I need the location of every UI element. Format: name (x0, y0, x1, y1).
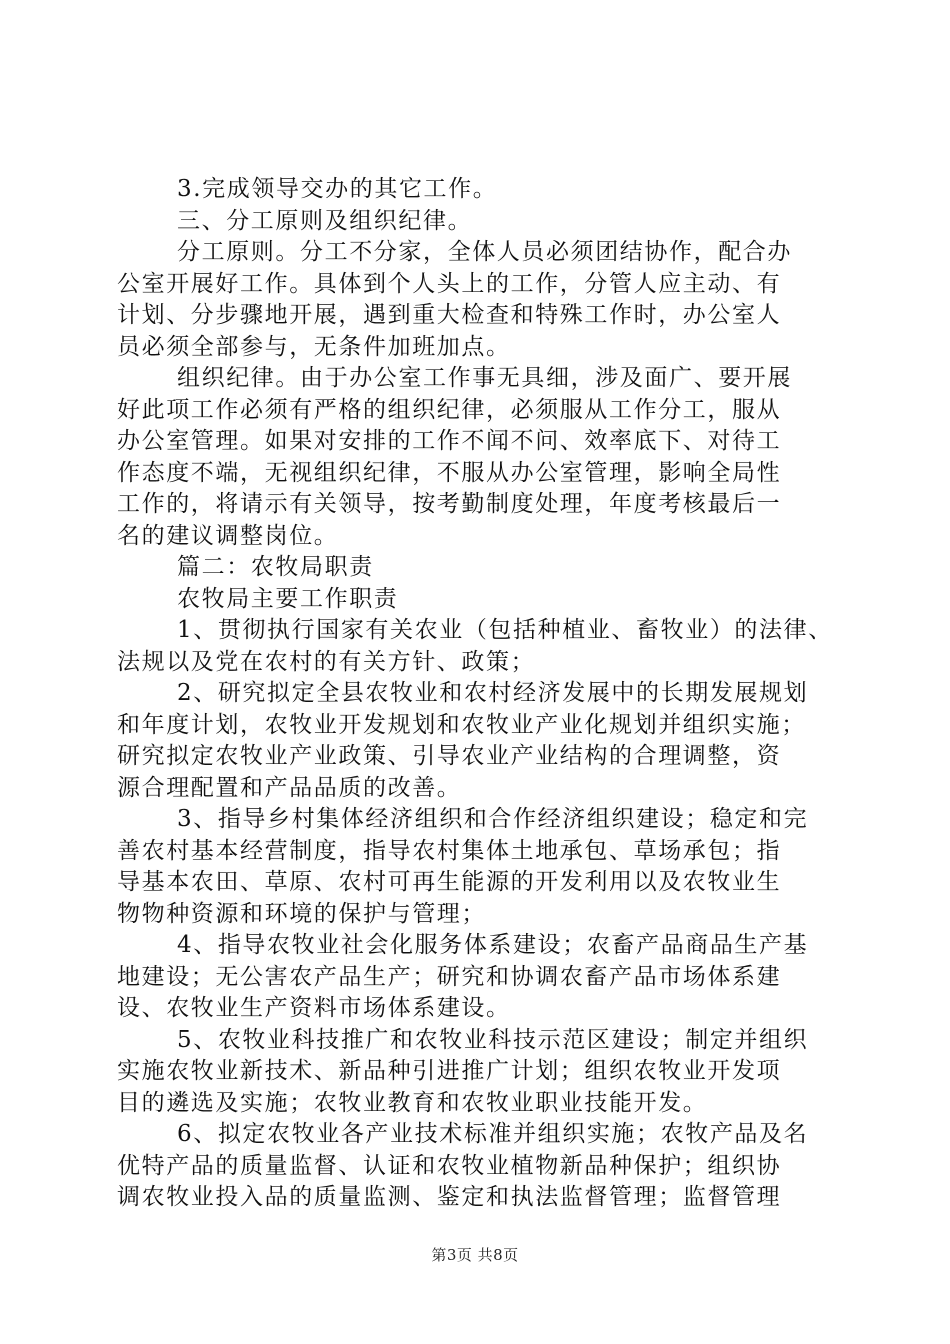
document-body (117, 174, 835, 1214)
text-line-31: 6、拟定农牧业各产业技术标准并组织实施；农牧产品及名 (177, 1121, 809, 1147)
text-line-4: 公室开展好工作。具体到个人头上的工作，分管人应主动、有 (117, 270, 782, 297)
text-line-1: 3.完成领导交办的其它工作。 (177, 176, 498, 202)
text-line-7: 组织纪律。由于办公室工作事无具细，涉及面广、要开展 (177, 365, 792, 391)
text-line-32: 优特产品的质量监督、认证和农牧业植物新品种保护；组织协 (117, 1152, 782, 1179)
text-line-33: 调农牧业投入品的质量监测、鉴定和执法监督管理；监督管理 (117, 1184, 782, 1210)
text-line-29: 实施农牧业新技术、新品种引进推广计划；组织农牧业开发项 (117, 1058, 782, 1084)
text-line-12: 名的建议调整岗位。 (117, 522, 339, 549)
text-line-27: 设、农牧业生产资料市场体系建设。 (117, 995, 511, 1021)
text-line-21: 3、指导乡村集体经济组织和合作经济组织建设；稳定和完 (177, 806, 809, 832)
text-line-23: 导基本农田、草原、农村可再生能源的开发利用以及农牧业生 (117, 869, 782, 895)
text-line-9: 办公室管理。如果对安排的工作不闻不问、效率底下、对待工 (117, 428, 782, 454)
text-line-11: 工作的，将请示有关领导，按考勤制度处理，年度考核最后一 (117, 491, 782, 517)
text-line-19: 研究拟定农牧业产业政策、引导农业产业结构的合理调整，资 (117, 743, 782, 769)
text-line-22: 善农村基本经营制度，指导农村集体土地承包、草场承包；指 (117, 837, 782, 864)
text-line-20: 源合理配置和产品品质的改善。 (117, 774, 462, 801)
text-line-24: 物物种资源和环境的保护与管理； (117, 900, 486, 927)
text-line-18: 和年度计划，农牧业开发规划和农牧业产业化规划并组织实施； (117, 711, 806, 738)
text-line-2: 三、分工原则及组织纪律。 (177, 207, 473, 234)
text-line-28: 5、农牧业科技推广和农牧业科技示范区建设；制定并组织 (177, 1026, 809, 1053)
text-line-5: 计划、分步骤地开展，遇到重大检查和特殊工作时，办公室人 (117, 302, 782, 328)
text-line-6: 员必须全部参与，无条件加班加点。 (117, 333, 511, 360)
text-line-3: 分工原则。分工不分家，全体人员必须团结协作，配合办 (177, 239, 792, 265)
text-line-10: 作态度不端，无视组织纪律，不服从办公室管理，影响全局性 (117, 459, 782, 486)
text-line-25: 4、指导农牧业社会化服务体系建设；农畜产品商品生产基 (177, 932, 809, 958)
text-line-15: 1、贯彻执行国家有关农业（包括种植业、畜牧业）的法律、 (177, 617, 833, 643)
text-line-16: 法规以及党在农村的有关方针、政策； (117, 648, 536, 675)
text-line-8: 好此项工作必须有严格的组织纪律，必须服从工作分工，服从 (117, 396, 782, 423)
text-line-14: 农牧局主要工作职责 (177, 585, 399, 612)
text-line-13: 篇二：农牧局职责 (177, 554, 374, 580)
text-line-17: 2、研究拟定全县农牧业和农村经济发展中的长期发展规划 (177, 680, 809, 706)
text-line-26: 地建设；无公害农产品生产；研究和协调农畜产品市场体系建 (117, 963, 782, 990)
text-line-30: 目的遴选及实施；农牧业教育和农牧业职业技能开发。 (117, 1089, 708, 1116)
page-number-footer: 第3页 共8页 (431, 1246, 519, 1264)
